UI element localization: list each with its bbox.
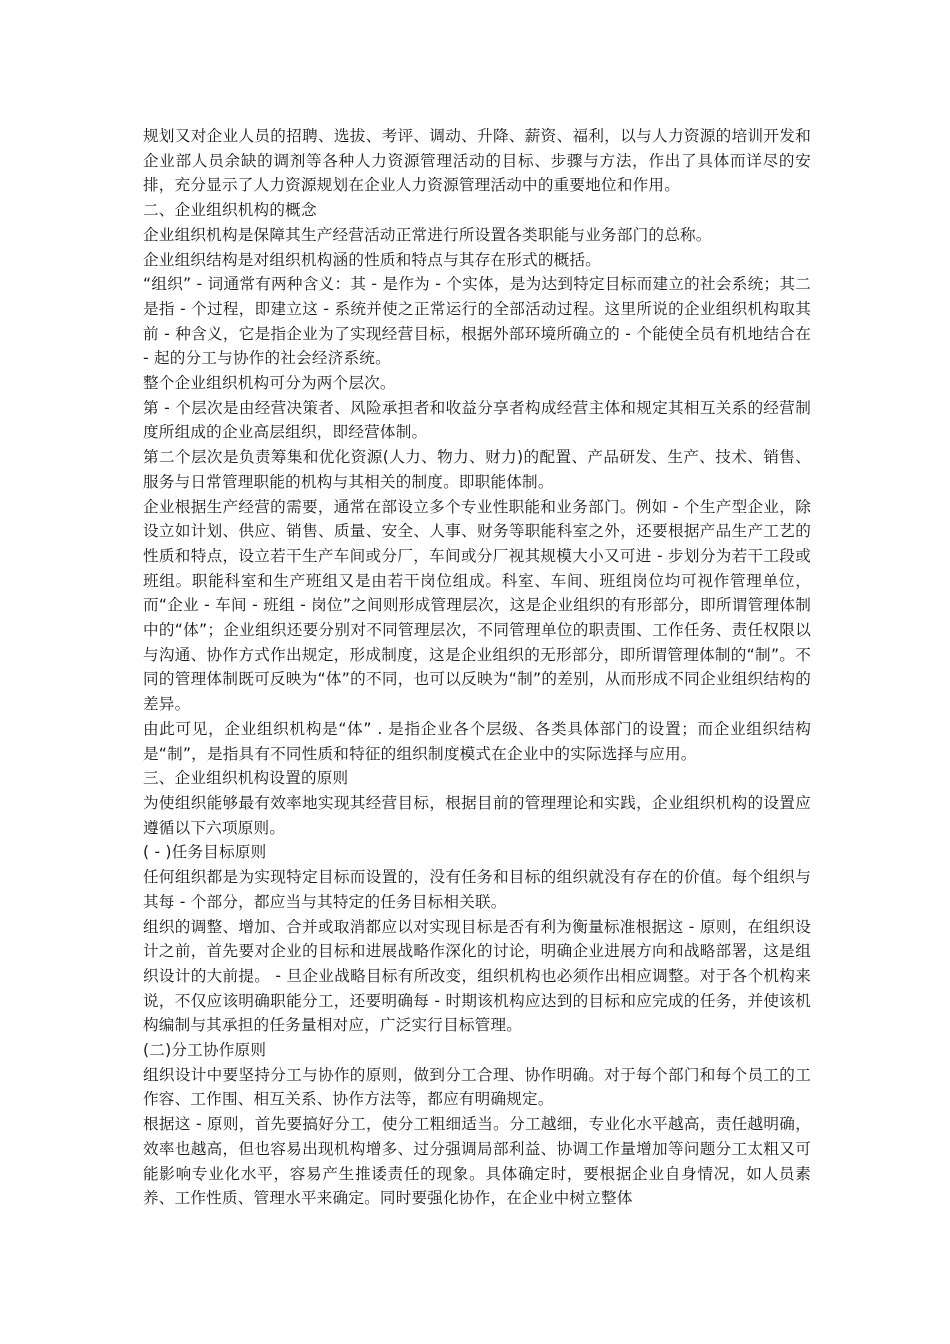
paragraph-second-level: 第二个层次是负责筹集和优化资源(人力、物力、财力)的配置、产品研发、生产、技术、销售、服务与日常管理职能的机构与其相关的制度。即职能体制。 — [143, 448, 811, 491]
heading-division-cooperation: (二)分工协作原则 — [143, 1041, 267, 1060]
paragraph-first-level: 第 - 个层次是由经营决策者、风险承担者和收益分享者构成经营主体和规定其相互关系的经营制度所组成的企业高层组织，即经营体制。 — [143, 398, 811, 442]
paragraph-six-principles: 为使组织能够最有效率地实现其经营目标，根据目前的管理理论和实践，企业组织机构的设置应遵循以下六项原则。 — [143, 793, 811, 837]
heading-task-goal-principle: ( - )任务目标原则 — [143, 843, 267, 862]
paragraph-task-goal-2: 组织的调整、增加、合并或取消都应以对实现目标是否有利为衡量标准根据这 - 原则，在组织设计之前，首先要对企业的目标和进展战略作深化的讨论，明确企业进展方向和战略部署，这是组织设计的大前提。 - 旦企业战略目标有所改变，组织机构也必须作出相应调整。对于各个机构来说，不仅应该明确职能分工，还要明确每 - 时期该机构应达到的目标和应完成的任务，并使该机构编制与其承担的任务量相对应，广泛实行目标管理。 — [143, 917, 811, 1035]
paragraph-org-definition: 企业组织机构是保障其生产经营活动正常进行所设置各类职能与业务部门的总称。 — [143, 225, 712, 244]
paragraph-two-levels: 整个企业组织机构可分为两个层次。 — [143, 374, 396, 393]
paragraph-division-2: 根据这 - 原则，首先要搞好分工，使分工粗细适当。分工越细，专业化水平越高，责任越明确，效率也越高，但也容易出现机构增多、过分强调局部利益、协调工作量增加等问题分工太粗又可能影响专业化水平，容易产生推诿责任的现象。具体确定时，要根据企业自身情况，如人员素养、工作性质、管理水平来确定。同时要强化协作，在企业中树立整体 — [143, 1115, 811, 1208]
paragraph-organization-meaning: “组织” - 词通常有两种含义：其 - 是作为 - 个实体，是为达到特定目标而建立的社会系统；其二是指 - 个过程，即建立这 - 系统并使之正常运行的全部活动过程。这里所说的企业组织机构取其前 - 种含义，它是指企业为了实现经营目标，根据外部环境所确立的 - 个能使全员有机地结合在 - 起的分工与协作的社会经济系统。 — [143, 275, 811, 368]
paragraph-task-goal-1: 任何组织都是为实现特定目标而设置的，没有任务和目标的组织就没有存在的价值。每个组织与其每 - 个部分，都应当与其特定的任务目标相关联。 — [143, 868, 811, 911]
paragraph-hr-planning-role: 规划又对企业人员的招聘、选拔、考评、调动、升降、薪资、福利，以与人力资源的培训开发和企业部人员余缺的调剂等各种人力资源管理活动的目标、步骤与方法，作出了具体而详尽的安排，充分显示了人力资源规划在企业人力资源管理活动中的重要地位和作用。 — [143, 127, 811, 195]
heading-design-principles: 三、企业组织机构设置的原则 — [143, 769, 349, 788]
document-page — [143, 124, 811, 1211]
heading-org-concept: 二、企业组织机构的概念 — [143, 201, 317, 220]
paragraph-structure-definition: 企业组织结构是对组织机构涵的性质和特点与其存在形式的概括。 — [143, 250, 602, 269]
paragraph-division-1: 组织设计中要坚持分工与协作的原则，做到分工合理、协作明确。对于每个部门和每个员工的工作容、工作围、相互关系、协作方法等，都应有明确规定。 — [143, 1065, 811, 1109]
paragraph-conclusion: 由此可见，企业组织机构是“体” . 是指企业各个层级、各类具体部门的设置；而企业组织结构是“制”，是指具有不同性质和特征的组织制度模式在企业中的实际选择与应用。 — [143, 719, 811, 763]
paragraph-departments: 企业根据生产经营的需要，通常在部设立多个专业性职能和业务部门。例如 - 个生产型企业，除设立如计划、供应、销售、质量、安全、人事、财务等职能科室之外，还要根据产品生产工艺的性质和特点，设立若干生产车间或分厂，车间或分厂视其规模大小又可进 - 步划分为若干工段或班组。职能科室和生产班组又是由若干岗位组成。科室、车间、班组岗位均可视作管理单位，而“企业 - 车间 - 班组 - 岗位”之间则形成管理层次，这是企业组织的有形部分，即所谓管理体制中的“体”；企业组织还要分别对不同管理层次，不同管理单位的职责围、工作任务、责任权限以与沟通、协作方式作出规定，形成制度，这是企业组织的无形部分，即所谓管理体制的“制”。不同的管理体制既可反映为“体”的不同，也可以反映为“制”的差别，从而形成不同企业组织结构的差异。 — [143, 497, 811, 714]
